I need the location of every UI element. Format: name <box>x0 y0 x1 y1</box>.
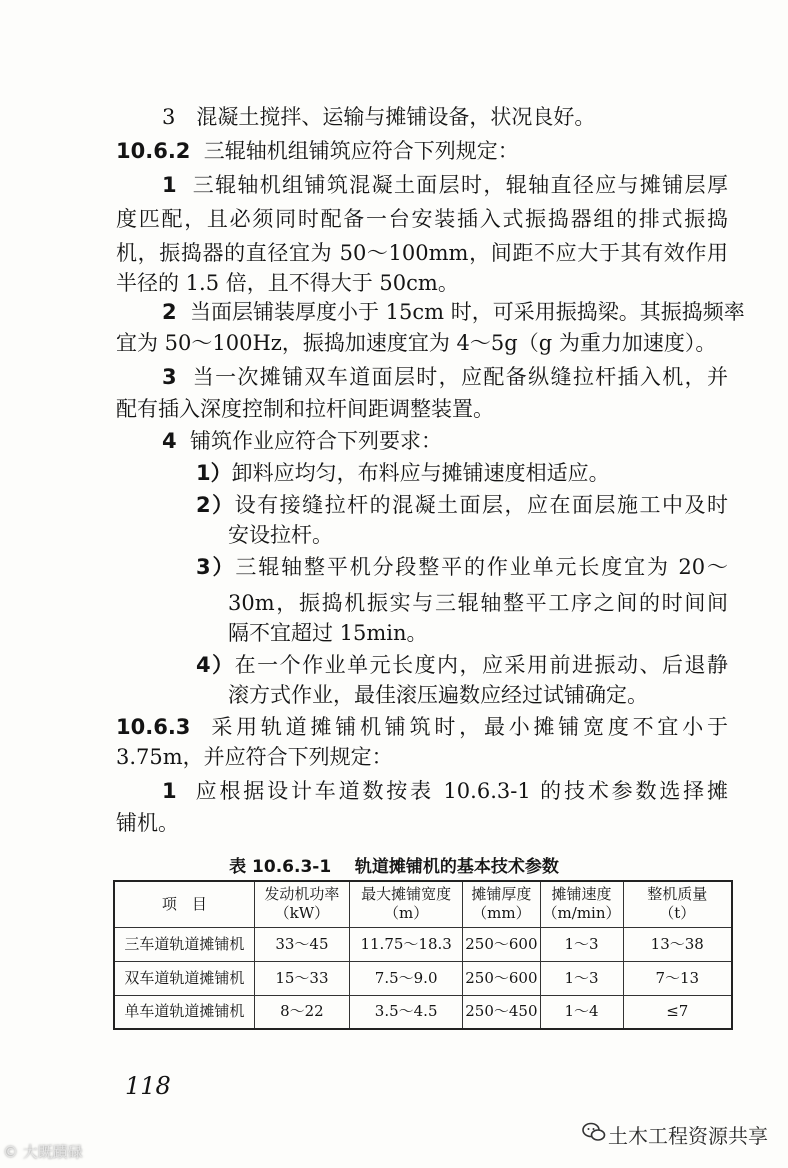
header-thickness: 摊铺厚度 （mm） <box>463 881 540 927</box>
item-number: 1 <box>162 173 177 197</box>
table-cell: 250～600 <box>463 961 540 995</box>
header-speed: 摊铺速度 （m/min） <box>540 881 623 927</box>
item-number: 4 <box>162 429 177 453</box>
subitem-number: 4） <box>196 653 235 677</box>
table-cell: 1～3 <box>540 961 623 995</box>
clause-number: 10.6.2 <box>116 139 191 163</box>
table-cell: 11.75～18.3 <box>350 927 463 961</box>
table-row <box>114 927 732 961</box>
table-caption-number: 表 10.6.3-1 <box>229 857 332 877</box>
table-cell: 7.5～9.0 <box>350 961 463 995</box>
subitem-4-line-1 <box>196 650 728 680</box>
subitem-1 <box>196 458 610 488</box>
clause-number: 10.6.3 <box>116 715 191 739</box>
table-cell: 250～450 <box>463 995 540 1029</box>
item-number: 1 <box>162 779 177 803</box>
header-item: 项 目 <box>114 881 254 927</box>
item-2-line-2: 宜为 50～100Hz，振捣加速度宜为 4～5g（g 为重力加速度）。 <box>116 331 717 355</box>
subitem-number: 1） <box>196 461 232 485</box>
clause-10-6-3-line-1 <box>116 712 728 742</box>
table-caption-title: 轨道摊铺机的基本技术参数 <box>354 857 559 877</box>
table-cell: 3.5～4.5 <box>350 995 463 1029</box>
technical-parameters-table <box>113 880 733 1030</box>
item-1-line-4: 半径的 1.5 倍，且不得大于 50cm。 <box>116 271 459 295</box>
table-cell: 1～3 <box>540 927 623 961</box>
item-text: 当一次摊铺双车道面层时，应配备纵缝拉杆插入机，并 <box>192 365 728 389</box>
clause-title: 三辊轴机组铺筑应符合下列规定： <box>203 139 519 163</box>
table-cell: 15～33 <box>254 961 349 995</box>
subitem-number: 3） <box>196 555 236 579</box>
subitem-text: 在一个作业单元长度内，应采用前进振动、后退静 <box>234 653 728 677</box>
item-3-line-1 <box>162 362 728 392</box>
watermark-left-text: 大既蹟碌 <box>22 1143 83 1161</box>
subitem-3-line-3: 隔不宜超过 15min。 <box>228 621 428 645</box>
item-1-line-3: 机，振捣器的直径宜为 50～100mm，间距不应大于其有效作用 <box>116 241 728 265</box>
table-row <box>114 961 732 995</box>
subitem-2-line-1 <box>196 490 728 520</box>
subitem-text: 卸料应均匀，布料应与摊铺速度相适应。 <box>231 461 610 485</box>
item-text: 铺筑作业应符合下列要求： <box>189 429 442 453</box>
table-cell: 13～38 <box>623 927 732 961</box>
item-4 <box>162 426 442 456</box>
clause-10-6-2 <box>116 136 519 166</box>
item-text: 当面层铺装厚度小于 15cm 时，可采用振捣梁。其振捣频率 <box>189 300 745 324</box>
item-3-equipment: 3 混凝土搅拌、运输与摊铺设备，状况良好。 <box>162 105 596 129</box>
header-engine-power: 发动机功率 （kW） <box>254 881 349 927</box>
subitem-3-line-1 <box>196 552 728 582</box>
table-caption <box>0 852 788 877</box>
table-cell: 双车道轨道摊铺机 <box>114 961 254 995</box>
item-1-line-2: 度匹配，且必须同时配备一台安装插入式振捣器组的排式振捣 <box>116 207 728 231</box>
table-cell: 250～600 <box>463 927 540 961</box>
item-text: 应根据设计车道数按表 10.6.3-1 的技术参数选择摊 <box>195 779 728 803</box>
subitem-text: 三辊轴整平机分段整平的作业单元长度宜为 20～ <box>235 555 728 579</box>
header-mass: 整机质量 （t） <box>623 881 732 927</box>
clause-10-6-3-item-1-line-1 <box>162 776 728 806</box>
table-cell: 7～13 <box>623 961 732 995</box>
table-cell: 33～45 <box>254 927 349 961</box>
item-number: 2 <box>162 300 177 324</box>
table-cell: 单车道轨道摊铺机 <box>114 995 254 1029</box>
table-cell: 8～22 <box>254 995 349 1029</box>
item-number: 3 <box>162 365 177 389</box>
subitem-text: 设有接缝拉杆的混凝土面层，应在面层施工中及时 <box>234 493 728 517</box>
item-3-line-2: 配有插入深度控制和拉杆间距调整装置。 <box>116 397 494 421</box>
table-cell: 三车道轨道摊铺机 <box>114 927 254 961</box>
table-header-row <box>114 881 732 927</box>
subitem-number: 2） <box>196 493 235 517</box>
item-text: 三辊轴机组铺筑混凝土面层时，辊轴直径应与摊铺层厚 <box>192 173 728 197</box>
clause-10-6-3-line-2: 3.75m，并应符合下列规定： <box>116 745 393 769</box>
clause-text: 采用轨道摊铺机铺筑时，最小摊铺宽度不宜小于 <box>211 715 728 739</box>
table-row <box>114 995 732 1029</box>
page-number: 118 <box>125 1072 171 1100</box>
wechat-icon <box>582 1122 606 1142</box>
header-max-width: 最大摊铺宽度 （m） <box>350 881 463 927</box>
item-2-line-1 <box>162 297 745 327</box>
watermark-logo-icon: © <box>3 1143 18 1161</box>
clause-10-6-3-item-1-line-2: 铺机。 <box>116 811 179 835</box>
item-1-line-1 <box>162 170 728 200</box>
subitem-2-line-2: 安设拉杆。 <box>228 523 333 547</box>
table-cell: 1～4 <box>540 995 623 1029</box>
subitem-4-line-2: 滚方式作业，最佳滚压遍数应经过试铺确定。 <box>228 683 648 707</box>
watermark-left <box>3 1141 83 1162</box>
subitem-3-line-2: 30m，振捣机振实与三辊轴整平工序之间的时间间 <box>228 591 728 615</box>
table-cell: ≤7 <box>623 995 732 1029</box>
watermark-right: 土木工程资源共享 <box>608 1124 768 1148</box>
